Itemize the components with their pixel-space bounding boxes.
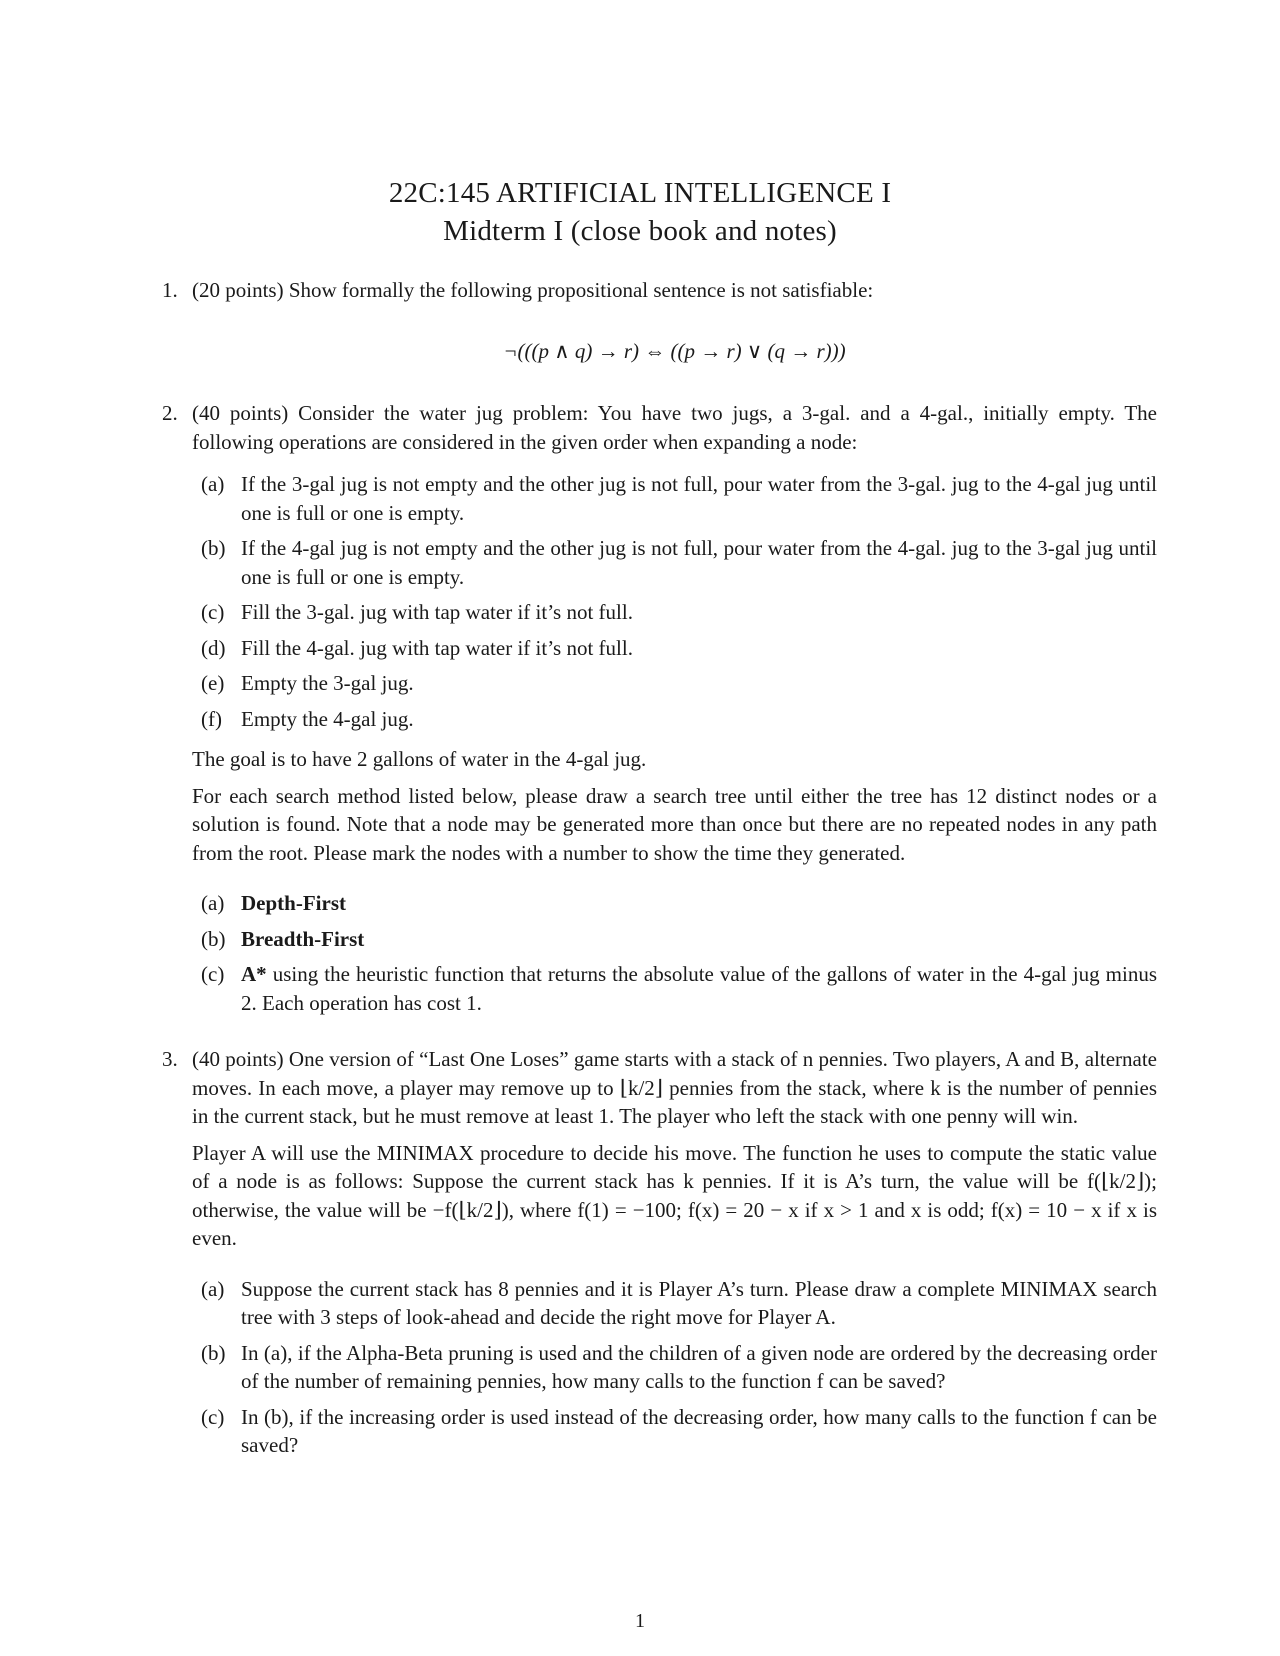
item-label: (a)	[201, 472, 225, 496]
list-item	[192, 1403, 1157, 1460]
question-text: (40 points) Consider the water jug problem: You have two jugs, a 3-gal. and a 4-gal., initially empty. The following operations are considered in the given order when expanding a node:	[192, 401, 1157, 454]
methods-list	[192, 889, 1157, 1017]
item-label: (e)	[201, 671, 225, 695]
item-text: If the 4-gal jug is not empty and the other jug is not full, pour water from the 4-gal. jug to the 3-gal jug until one is full or one is empty.	[241, 536, 1157, 589]
item-label: (c)	[201, 600, 225, 624]
item-label: (b)	[201, 926, 226, 951]
item-label: (c)	[201, 1404, 225, 1429]
list-item	[192, 705, 1157, 734]
question-1	[162, 276, 1157, 365]
item-text: Empty the 4-gal jug.	[241, 706, 414, 731]
method-text: using the heuristic function that returns the absolute value of the gallons of water in the 4-gal jug minus 2. Each operation has cost 1.	[241, 962, 1157, 1015]
minimax-text: Player A will use the MINIMAX procedure to decide his move. The function he uses to compute the static value of a node is as follows: Suppose the current stack has k pennies. If it is A’s turn, the value will be f(⌊k/2⌋); otherwise, the value will be −f(⌊k/2⌋), where f(1) = −100; f(x) = 20 − x if x > 1 and x is odd; f(x) = 10 − x if x is even.	[192, 1140, 1157, 1250]
question-number: 3.	[162, 1047, 178, 1071]
item-label: (f)	[201, 706, 222, 731]
goal-text: The goal is to have 2 gallons of water in the 4-gal jug.	[192, 747, 647, 771]
item-label: (b)	[201, 1340, 226, 1365]
question-text: (20 points) Show formally the following propositional sentence is not satisfiable:	[192, 278, 874, 302]
parts-list	[192, 1275, 1157, 1460]
item-label: (a)	[201, 891, 225, 915]
instructions-text: For each search method listed below, please draw a search tree until either the tree has 12 distinct nodes or a solution is found. Note that a node may be generated more than once but there are no repeated nodes in any path from the root. Please mark the nodes with a number to show the time they generated.	[192, 783, 1157, 865]
list-item	[192, 1275, 1157, 1332]
item-label: (c)	[201, 962, 225, 986]
method-name: Breadth-First	[241, 926, 365, 951]
item-label: (b)	[201, 536, 226, 560]
list-item	[192, 925, 1157, 954]
item-text: In (a), if the Alpha-Beta pruning is used and the children of a given node are ordered by the decreasing order of the number of remaining pennies, how many calls to the function f can be saved?	[241, 1340, 1157, 1393]
exam-title: Midterm I (close book and notes)	[443, 215, 837, 247]
item-text: In (b), if the increasing order is used instead of the decreasing order, how many calls to the function f can be saved?	[241, 1404, 1157, 1457]
list-item	[192, 669, 1157, 698]
item-text: Empty the 3-gal jug.	[241, 671, 414, 695]
item-text: Fill the 4-gal. jug with tap water if it’s not full.	[241, 635, 633, 660]
list-item	[192, 534, 1157, 591]
item-text: Fill the 3-gal. jug with tap water if it’s not full.	[241, 600, 633, 624]
list-item	[192, 889, 1157, 918]
operations-list	[192, 470, 1157, 733]
item-label: (a)	[201, 1276, 225, 1301]
question-2	[162, 399, 1157, 1017]
exam-content	[162, 276, 1157, 1478]
list-item	[192, 960, 1157, 1017]
question-3	[162, 1045, 1157, 1460]
question-text: (40 points) One version of “Last One Loses” game starts with a stack of n pennies. Two players, A and B, alternate moves. In each move, a player may remove up to ⌊k/2⌋ pennies from the stack, where k is the number of pennies in the current stack, but he must remove at least 1. The player who left the stack with one penny will win.	[192, 1047, 1157, 1128]
title-block	[0, 174, 1280, 250]
list-item	[192, 634, 1157, 663]
item-label: (d)	[201, 635, 226, 660]
list-item	[192, 598, 1157, 627]
question-number: 2.	[162, 401, 178, 425]
method-name: Depth-First	[241, 891, 346, 915]
page-number: 1	[635, 1610, 645, 1632]
course-title: 22C:145 ARTIFICIAL INTELLIGENCE I	[388, 177, 892, 209]
item-text: If the 3-gal jug is not empty and the other jug is not full, pour water from the 3-gal. jug to the 4-gal jug until one is full or one is empty.	[241, 472, 1157, 525]
propositional-formula: ¬(((p ∧ q) → r) ⇔ ((p → r) ∨ (q → r)))	[503, 338, 846, 363]
list-item	[192, 470, 1157, 527]
method-name: A*	[241, 962, 267, 986]
question-number: 1.	[162, 278, 178, 302]
list-item	[192, 1339, 1157, 1396]
item-text: Suppose the current stack has 8 pennies and it is Player A’s turn. Please draw a complete MINIMAX search tree with 3 steps of look-ahead and decide the right move for Player A.	[241, 1276, 1157, 1329]
